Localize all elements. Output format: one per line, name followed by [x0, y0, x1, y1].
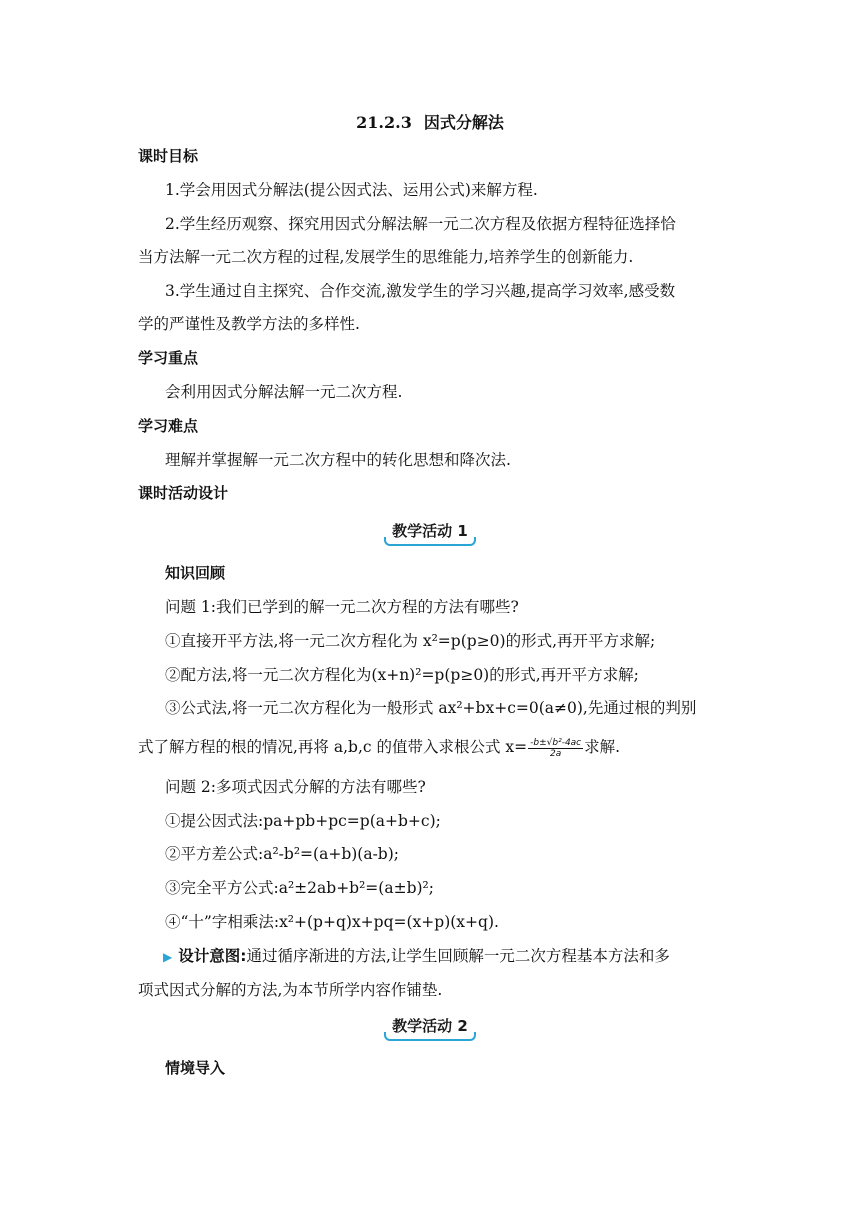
- method-3-line-1: ③公式法,将一元二次方程化为一般形式 ax²+bx+c=0(a≠0),先通过根的判别: [165, 699, 697, 717]
- activity-1-badge: 教学活动 1: [384, 520, 476, 546]
- factor-method-4: ④“十”字相乘法:x²+(p+q)x+pq=(x+p)(x+q).: [165, 913, 499, 931]
- section-title: 因式分解法: [423, 113, 504, 132]
- method-2: ②配方法,将一元二次方程化为(x+n)²=p(p≥0)的形式,再开平方求解;: [165, 666, 639, 684]
- factor-method-2: ②平方差公式:a²-b²=(a+b)(a-b);: [165, 845, 399, 863]
- heading-situation: 情境导入: [165, 1059, 226, 1077]
- goal-item-3-line-1: 3.学生通过自主探究、合作交流,激发学生的学习兴趣,提高学习效率,感受数: [165, 282, 676, 300]
- section-number: 21.2.3: [356, 113, 412, 132]
- key-text: 会利用因式分解法解一元二次方程.: [165, 383, 403, 401]
- question-2: 问题 2:多项式因式分解的方法有哪些?: [165, 778, 426, 796]
- difficulty-text: 理解并掌握解一元二次方程中的转化思想和降次法.: [165, 451, 511, 469]
- heading-difficulty: 学习难点: [138, 417, 199, 435]
- question-1: 问题 1:我们已学到的解一元二次方程的方法有哪些?: [165, 598, 519, 616]
- goal-item-2-line-2: 当方法解一元二次方程的过程,发展学生的思维能力,培养学生的创新能力.: [138, 248, 634, 266]
- goal-item-2-line-1: 2.学生经历观察、探究用因式分解法解一元二次方程及依据方程特征选择恰: [165, 215, 676, 233]
- method-1: ①直接开平方法,将一元二次方程化为 x²=p(p≥0)的形式,再开平方求解;: [165, 632, 656, 650]
- factor-method-3: ③完全平方公式:a²±2ab+b²=(a±b)²;: [165, 879, 434, 897]
- goal-item-1: 1.学会用因式分解法(提公因式法、运用公式)来解方程.: [165, 181, 538, 199]
- activity-2-badge: 教学活动 2: [384, 1015, 476, 1041]
- design-intent-line-2: 项式因式分解的方法,为本节所学内容作铺垫.: [138, 981, 443, 999]
- factor-method-1: ①提公因式法:pa+pb+pc=p(a+b+c);: [165, 812, 441, 830]
- page-title: [0, 113, 860, 133]
- design-intent-line-1: ▶ 设计意图:通过循序渐进的方法,让学生回顾解一元二次方程基本方法和多: [163, 947, 670, 965]
- root-formula: $\frac{\text{-b±√b²-4ac}}{2a}$: [530, 737, 582, 759]
- method-3-line-2: 式了解方程的根的情况,再将 a,b,c 的值带入求根公式 x= $\frac{\text{-b±√b²-4ac}}{2a}$ 求解.: [138, 737, 621, 759]
- heading-review: 知识回顾: [165, 564, 226, 582]
- heading-design: 课时活动设计: [138, 484, 229, 502]
- heading-key: 学习重点: [138, 349, 199, 367]
- goal-item-3-line-2: 学的严谨性及教学方法的多样性.: [138, 315, 360, 333]
- heading-goals: 课时目标: [138, 147, 199, 165]
- triangle-right-icon: ▶: [163, 950, 173, 964]
